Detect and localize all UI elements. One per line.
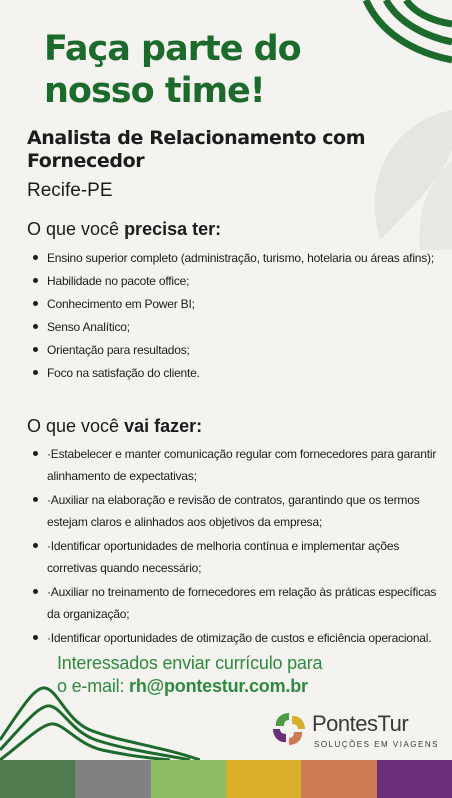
contact-info xyxy=(57,652,322,698)
headline-line-2: nosso time! xyxy=(44,71,265,111)
requirement-item: Orientação para resultados; xyxy=(27,339,445,361)
brand-name: PontesTur xyxy=(312,711,409,736)
task-item: ·Auxiliar no treinamento de fornecedores em relação às práticas específicas da organização; xyxy=(27,581,445,625)
corner-arcs-decoration xyxy=(352,0,452,80)
task-item: ·Identificar oportunidades de melhoria contínua e implementar ações corretivas quando necessário; xyxy=(27,535,445,579)
requirements-heading-bold: precisa ter: xyxy=(124,219,222,239)
color-stripe-segment xyxy=(151,760,226,798)
color-stripe-segment xyxy=(301,760,376,798)
requirement-item: Foco na satisfação do cliente. xyxy=(27,362,445,384)
tasks-heading-prefix: O que você xyxy=(27,416,125,436)
task-item: ·Identificar oportunidades de otimização de custos e eficiência operacional. xyxy=(27,627,445,649)
task-item: ·Estabelecer e manter comunicação regular com fornecedores para garantir alinhamento de expectativas; xyxy=(27,443,445,487)
tasks-list xyxy=(27,443,445,651)
color-stripe-segment xyxy=(226,760,301,798)
job-location: Recife-PE xyxy=(27,180,113,201)
requirements-heading-prefix: O que você xyxy=(27,219,125,239)
requirements-list xyxy=(27,247,445,385)
requirements-heading xyxy=(27,219,221,240)
job-title: Analista de Relacionamento com Fornecedor xyxy=(27,127,366,172)
requirement-item: Ensino superior completo (administração, turismo, hotelaria ou áreas afins); xyxy=(27,247,445,269)
color-stripe-footer xyxy=(0,760,452,798)
requirement-item: Habilidade no pacote office; xyxy=(27,270,445,292)
headline xyxy=(44,28,301,112)
pontestur-logo-icon xyxy=(270,710,308,748)
color-stripe-segment xyxy=(75,760,150,798)
color-stripe-segment xyxy=(0,760,75,798)
color-stripe-segment xyxy=(377,760,452,798)
requirement-item: Conhecimento em Power BI; xyxy=(27,293,445,315)
contact-line-2-prefix: o e-mail: xyxy=(57,676,130,696)
headline-line-1: Faça parte do xyxy=(44,29,301,69)
contact-line-1: Interessados enviar currículo para xyxy=(57,653,323,673)
tasks-heading-bold: vai fazer: xyxy=(124,416,203,436)
contact-email: rh@pontestur.com.br xyxy=(129,676,308,696)
brand-tagline: SOLUÇÕES EM VIAGENS xyxy=(314,740,439,749)
requirement-item: Senso Analítico; xyxy=(27,316,445,338)
tasks-heading xyxy=(27,416,202,437)
task-item: ·Auxiliar na elaboração e revisão de contratos, garantindo que os termos estejam claros e alinhados aos objetivos da empresa; xyxy=(27,489,445,533)
